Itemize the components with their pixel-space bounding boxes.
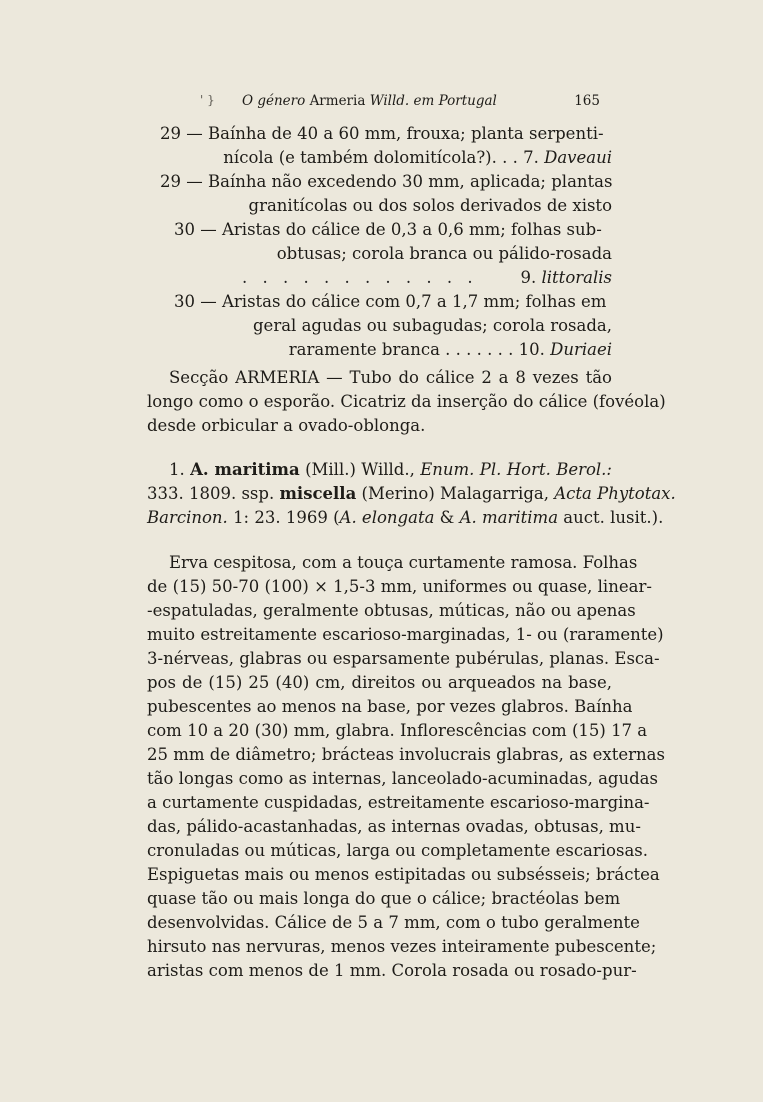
description-line: pubescentes ao menos na base, por vezes glabros. Baínha (147, 697, 633, 716)
key-line: granitícolas ou dos solos derivados de xisto (248, 196, 612, 215)
key-line: . . . . . . . . . . . . 9. littoralis (242, 268, 612, 287)
species-description (147, 551, 665, 983)
header-mark: ' } (200, 93, 215, 107)
description-line: pos de (15) 25 (40) cm, direitos ou arqueados na base, (147, 673, 612, 692)
header-title: O género Armeria Willd. em Portugal (242, 93, 497, 109)
description-line: -espatuladas, geralmente obtusas, múticas, não ou apenas (147, 601, 636, 620)
description-line: desenvolvidas. Cálice de 5 a 7 mm, com o tubo geralmente (147, 913, 640, 932)
key-line: 29 — Baínha de 40 a 60 mm, frouxa; planta serpenti- (160, 124, 604, 143)
species-citation (147, 458, 676, 530)
description-line: cronuladas ou múticas, larga ou completamente escariosas. (147, 841, 649, 860)
description-line: 3-nérveas, glabras ou esparsamente pubérulas, planas. Esca- (147, 649, 660, 668)
description-line: a curtamente cuspidadas, estreitamente escarioso-margina- (147, 793, 650, 812)
citation-line: 333. 1809. ssp. miscella (Merino) Malagarriga, Acta Phytotax. (147, 484, 676, 503)
identification-key (160, 122, 612, 362)
running-header (150, 93, 600, 113)
section-line: desde orbicular a ovado-oblonga. (147, 416, 426, 435)
description-line: muito estreitamente escarioso-marginadas, 1- ou (raramente) (147, 625, 664, 644)
key-line: 30 — Aristas do cálice de 0,3 a 0,6 mm; folhas sub- (174, 220, 602, 239)
section-paragraph (147, 366, 666, 438)
page-number: 165 (574, 93, 600, 109)
citation-line: Barcinon. 1: 23. 1969 (A. elongata & A. maritima auct. lusit.). (147, 508, 664, 527)
description-line: Espiguetas mais ou menos estipitadas ou subsésseis; bráctea (147, 865, 660, 884)
description-line: de (15) 50-70 (100) × 1,5-3 mm, uniformes ou quase, linear- (147, 577, 652, 596)
citation-line: 1. A. maritima (Mill.) Willd., Enum. Pl. Hort. Berol.: (169, 460, 612, 479)
description-line: com 10 a 20 (30) mm, glabra. Inflorescências com (15) 17 a (147, 721, 648, 740)
description-line: 25 mm de diâmetro; brácteas involucrais glabras, as externas (147, 745, 665, 764)
description-line: quase tão ou mais longa do que o cálice; bractéolas bem (147, 889, 621, 908)
key-line: obtusas; corola branca ou pálido-rosada (276, 244, 612, 263)
description-line: aristas com menos de 1 mm. Corola rosada ou rosado-pur- (147, 961, 637, 980)
key-line: nícola (e também dolomitícola?). . . 7. Daveaui (223, 148, 612, 167)
description-line: Erva cespitosa, com a touça curtamente ramosa. Folhas (169, 553, 638, 572)
key-line: raramente branca . . . . . . . 10. Duriaei (288, 340, 612, 359)
description-line: tão longas como as internas, lanceolado-acuminadas, agudas (147, 769, 658, 788)
section-line: longo como o esporão. Cicatriz da inserção do cálice (fovéola) (147, 392, 666, 411)
key-line: geral agudas ou subagudas; corola rosada, (253, 316, 612, 335)
description-line: das, pálido-acastanhadas, as internas ovadas, obtusas, mu- (147, 817, 641, 836)
key-line: 29 — Baínha não excedendo 30 mm, aplicada; plantas (160, 172, 613, 191)
section-line: Secção ARMERIA — Tubo do cálice 2 a 8 vezes tão (169, 368, 612, 387)
description-line: hirsuto nas nervuras, menos vezes inteiramente pubescente; (147, 937, 657, 956)
key-line: 30 — Aristas do cálice com 0,7 a 1,7 mm; folhas em (174, 292, 607, 311)
